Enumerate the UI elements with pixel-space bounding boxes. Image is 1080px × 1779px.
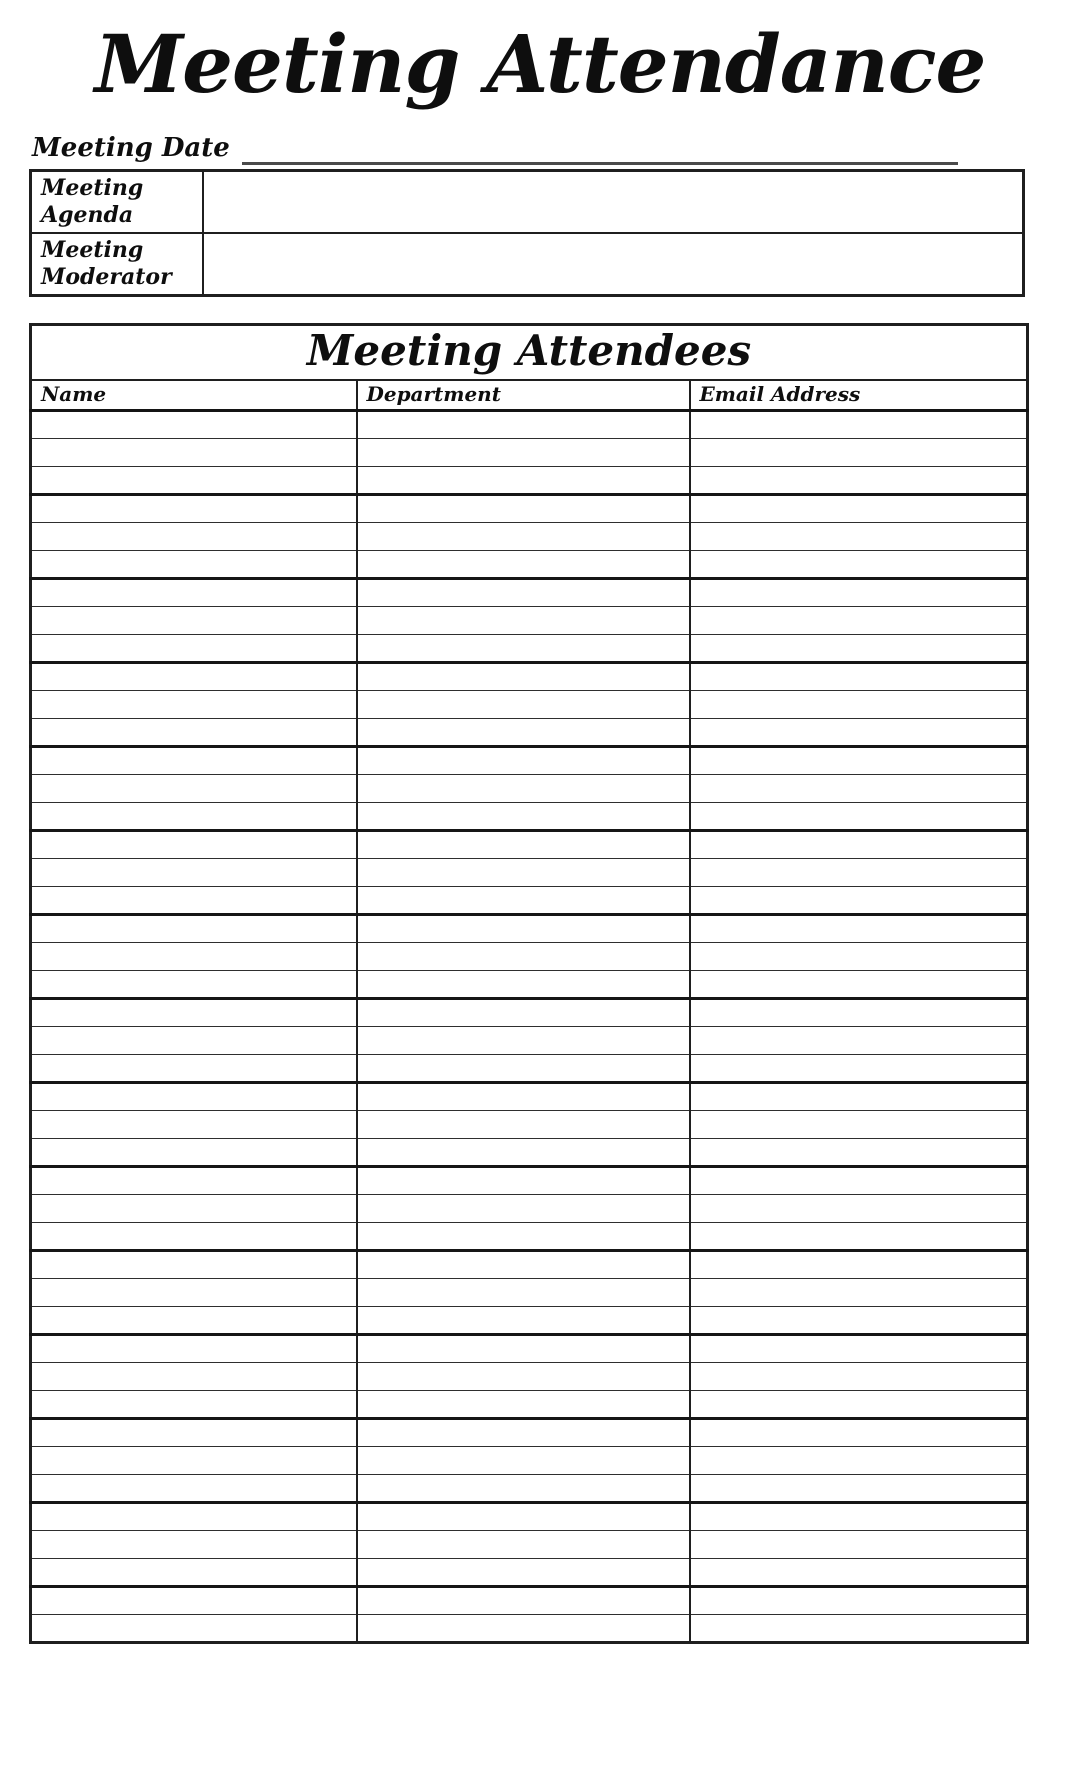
attendee-email-cell[interactable] — [690, 1250, 1028, 1278]
attendee-row — [31, 466, 1028, 494]
attendee-name-cell[interactable] — [31, 1334, 357, 1362]
attendee-name-cell[interactable] — [31, 1502, 357, 1530]
meeting-agenda-label: Meeting Agenda — [31, 171, 203, 234]
meeting-date-label: Meeting Date — [32, 133, 230, 163]
attendee-name-cell[interactable] — [31, 1586, 357, 1614]
attendee-name-cell[interactable] — [31, 1110, 357, 1138]
attendees-header-row — [31, 380, 1028, 410]
meeting-date-input[interactable] — [242, 139, 958, 165]
attendee-row — [31, 942, 1028, 970]
attendee-email-cell[interactable] — [690, 550, 1028, 578]
attendee-email-cell[interactable] — [690, 746, 1028, 774]
attendee-name-cell[interactable] — [31, 858, 357, 886]
attendee-name-cell[interactable] — [31, 970, 357, 998]
column-header-department: Department — [357, 380, 690, 410]
attendee-department-cell[interactable] — [357, 634, 690, 662]
attendee-department-cell[interactable] — [357, 1558, 690, 1586]
attendee-row — [31, 830, 1028, 858]
attendee-department-cell[interactable] — [357, 662, 690, 690]
attendee-email-cell[interactable] — [690, 942, 1028, 970]
attendee-row — [31, 578, 1028, 606]
attendee-name-cell[interactable] — [31, 1530, 357, 1558]
attendee-row — [31, 410, 1028, 438]
attendee-department-cell[interactable] — [357, 1474, 690, 1502]
attendee-name-cell[interactable] — [31, 690, 357, 718]
attendee-name-cell[interactable] — [31, 914, 357, 942]
attendee-name-cell[interactable] — [31, 1138, 357, 1166]
attendee-name-cell[interactable] — [31, 662, 357, 690]
attendee-row — [31, 886, 1028, 914]
attendee-department-cell[interactable] — [357, 914, 690, 942]
attendee-email-cell[interactable] — [690, 662, 1028, 690]
attendee-row — [31, 1390, 1028, 1418]
attendee-row — [31, 606, 1028, 634]
attendee-name-cell[interactable] — [31, 746, 357, 774]
attendee-row — [31, 1530, 1028, 1558]
attendee-email-cell[interactable] — [690, 1362, 1028, 1390]
attendee-row — [31, 998, 1028, 1026]
attendee-email-cell[interactable] — [690, 1138, 1028, 1166]
attendee-row — [31, 494, 1028, 522]
attendee-name-cell[interactable] — [31, 634, 357, 662]
attendee-name-cell[interactable] — [31, 578, 357, 606]
attendee-row — [31, 1110, 1028, 1138]
attendee-department-cell[interactable] — [357, 830, 690, 858]
attendee-email-cell[interactable] — [690, 1502, 1028, 1530]
meeting-moderator-label: Meeting Moderator — [31, 233, 203, 296]
attendee-email-cell[interactable] — [690, 970, 1028, 998]
attendee-department-cell[interactable] — [357, 1138, 690, 1166]
attendee-department-cell[interactable] — [357, 1334, 690, 1362]
attendee-email-cell[interactable] — [690, 578, 1028, 606]
attendee-email-cell[interactable] — [690, 1334, 1028, 1362]
attendee-email-cell[interactable] — [690, 802, 1028, 830]
attendee-row — [31, 550, 1028, 578]
column-header-email: Email Address — [690, 380, 1028, 410]
attendee-name-cell[interactable] — [31, 1278, 357, 1306]
attendee-email-cell[interactable] — [690, 1054, 1028, 1082]
attendee-name-cell[interactable] — [31, 774, 357, 802]
attendee-email-cell[interactable] — [690, 1558, 1028, 1586]
attendee-row — [31, 718, 1028, 746]
attendee-name-cell[interactable] — [31, 1362, 357, 1390]
attendee-name-cell[interactable] — [31, 1166, 357, 1194]
attendee-row — [31, 1222, 1028, 1250]
attendee-department-cell[interactable] — [357, 942, 690, 970]
attendee-name-cell[interactable] — [31, 1194, 357, 1222]
attendee-department-cell[interactable] — [357, 1026, 690, 1054]
attendee-department-cell[interactable] — [357, 802, 690, 830]
attendee-email-cell[interactable] — [690, 1418, 1028, 1446]
attendee-email-cell[interactable] — [690, 1390, 1028, 1418]
attendee-email-cell[interactable] — [690, 914, 1028, 942]
attendee-department-cell[interactable] — [357, 438, 690, 466]
attendee-department-cell[interactable] — [357, 886, 690, 914]
attendee-row — [31, 1082, 1028, 1110]
attendee-name-cell[interactable] — [31, 1446, 357, 1474]
attendee-email-cell[interactable] — [690, 690, 1028, 718]
meeting-agenda-row — [31, 171, 1024, 234]
attendee-email-cell[interactable] — [690, 1586, 1028, 1614]
attendee-row — [31, 1138, 1028, 1166]
attendee-email-cell[interactable] — [690, 1026, 1028, 1054]
attendee-name-cell[interactable] — [31, 550, 357, 578]
attendee-name-cell[interactable] — [31, 1418, 357, 1446]
attendee-row — [31, 1306, 1028, 1334]
attendee-email-cell[interactable] — [690, 1194, 1028, 1222]
attendee-email-cell[interactable] — [690, 858, 1028, 886]
attendee-name-cell[interactable] — [31, 886, 357, 914]
attendee-email-cell[interactable] — [690, 1614, 1028, 1642]
attendee-email-cell[interactable] — [690, 438, 1028, 466]
attendee-department-cell[interactable] — [357, 1530, 690, 1558]
attendee-name-cell[interactable] — [31, 998, 357, 1026]
attendee-row — [31, 1586, 1028, 1614]
attendee-email-cell[interactable] — [690, 830, 1028, 858]
attendee-row — [31, 662, 1028, 690]
meeting-info-table — [29, 169, 1025, 297]
attendee-row — [31, 1166, 1028, 1194]
attendee-department-cell[interactable] — [357, 1306, 690, 1334]
attendee-name-cell[interactable] — [31, 1614, 357, 1642]
attendee-email-cell[interactable] — [690, 1446, 1028, 1474]
attendee-row — [31, 802, 1028, 830]
attendee-email-cell[interactable] — [690, 494, 1028, 522]
attendee-row — [31, 1614, 1028, 1642]
attendee-email-cell[interactable] — [690, 886, 1028, 914]
attendee-email-cell[interactable] — [690, 1222, 1028, 1250]
meeting-moderator-row — [31, 233, 1024, 296]
attendee-department-cell[interactable] — [357, 606, 690, 634]
attendee-row — [31, 522, 1028, 550]
attendee-email-cell[interactable] — [690, 634, 1028, 662]
attendee-department-cell[interactable] — [357, 746, 690, 774]
attendees-table — [29, 323, 1029, 1644]
attendee-row — [31, 914, 1028, 942]
attendee-name-cell[interactable] — [31, 830, 357, 858]
attendee-name-cell[interactable] — [31, 1054, 357, 1082]
attendee-department-cell[interactable] — [357, 410, 690, 438]
attendee-row — [31, 690, 1028, 718]
attendee-department-cell[interactable] — [357, 494, 690, 522]
attendee-email-cell[interactable] — [690, 1166, 1028, 1194]
attendee-department-cell[interactable] — [357, 578, 690, 606]
attendee-row — [31, 1026, 1028, 1054]
meeting-moderator-input[interactable] — [203, 233, 1024, 296]
attendee-name-cell[interactable] — [31, 718, 357, 746]
attendee-name-cell[interactable] — [31, 1082, 357, 1110]
page-title: Meeting Attendance — [94, 17, 986, 111]
attendee-row — [31, 1278, 1028, 1306]
attendee-department-cell[interactable] — [357, 1390, 690, 1418]
attendee-row — [31, 1362, 1028, 1390]
attendee-name-cell[interactable] — [31, 1026, 357, 1054]
attendee-email-cell[interactable] — [690, 1278, 1028, 1306]
attendee-row — [31, 438, 1028, 466]
attendee-name-cell[interactable] — [31, 522, 357, 550]
attendee-row — [31, 1054, 1028, 1082]
attendee-department-cell[interactable] — [357, 1250, 690, 1278]
attendee-email-cell[interactable] — [690, 1306, 1028, 1334]
attendee-email-cell[interactable] — [690, 522, 1028, 550]
attendee-row — [31, 1446, 1028, 1474]
attendee-name-cell[interactable] — [31, 1390, 357, 1418]
attendees-title-row — [31, 325, 1028, 381]
column-header-name: Name — [31, 380, 357, 410]
attendee-name-cell[interactable] — [31, 466, 357, 494]
attendee-name-cell[interactable] — [31, 802, 357, 830]
attendee-department-cell[interactable] — [357, 1502, 690, 1530]
attendee-department-cell[interactable] — [357, 858, 690, 886]
attendee-email-cell[interactable] — [690, 1530, 1028, 1558]
attendee-email-cell[interactable] — [690, 718, 1028, 746]
attendee-name-cell[interactable] — [31, 1306, 357, 1334]
attendee-department-cell[interactable] — [357, 970, 690, 998]
attendee-row — [31, 858, 1028, 886]
attendee-name-cell[interactable] — [31, 606, 357, 634]
attendee-name-cell[interactable] — [31, 410, 357, 438]
attendee-email-cell[interactable] — [690, 1474, 1028, 1502]
attendee-department-cell[interactable] — [357, 522, 690, 550]
attendee-row — [31, 1334, 1028, 1362]
attendee-department-cell[interactable] — [357, 1082, 690, 1110]
attendee-department-cell[interactable] — [357, 1222, 690, 1250]
attendee-department-cell[interactable] — [357, 690, 690, 718]
attendee-department-cell[interactable] — [357, 1418, 690, 1446]
attendee-department-cell[interactable] — [357, 466, 690, 494]
attendee-department-cell[interactable] — [357, 774, 690, 802]
attendee-department-cell[interactable] — [357, 1110, 690, 1138]
attendee-department-cell[interactable] — [357, 998, 690, 1026]
attendee-department-cell[interactable] — [357, 1614, 690, 1642]
attendee-name-cell[interactable] — [31, 1558, 357, 1586]
meeting-agenda-input[interactable] — [203, 171, 1024, 234]
attendee-department-cell[interactable] — [357, 550, 690, 578]
attendee-name-cell[interactable] — [31, 1222, 357, 1250]
attendee-row — [31, 1194, 1028, 1222]
attendee-name-cell[interactable] — [31, 1250, 357, 1278]
attendee-email-cell[interactable] — [690, 410, 1028, 438]
attendee-row — [31, 1502, 1028, 1530]
attendee-row — [31, 970, 1028, 998]
meeting-date-row — [32, 132, 958, 165]
attendee-email-cell[interactable] — [690, 606, 1028, 634]
attendees-title: Meeting Attendees — [31, 325, 1028, 381]
attendee-department-cell[interactable] — [357, 1446, 690, 1474]
attendee-row — [31, 746, 1028, 774]
attendee-department-cell[interactable] — [357, 1362, 690, 1390]
attendee-row — [31, 1558, 1028, 1586]
attendee-row — [31, 1418, 1028, 1446]
attendee-name-cell[interactable] — [31, 438, 357, 466]
attendee-row — [31, 1250, 1028, 1278]
attendee-name-cell[interactable] — [31, 942, 357, 970]
attendee-email-cell[interactable] — [690, 774, 1028, 802]
attendee-row — [31, 1474, 1028, 1502]
attendee-email-cell[interactable] — [690, 998, 1028, 1026]
attendee-department-cell[interactable] — [357, 1194, 690, 1222]
attendee-department-cell[interactable] — [357, 718, 690, 746]
attendee-department-cell[interactable] — [357, 1166, 690, 1194]
attendee-department-cell[interactable] — [357, 1586, 690, 1614]
attendee-name-cell[interactable] — [31, 1474, 357, 1502]
attendee-department-cell[interactable] — [357, 1054, 690, 1082]
attendee-email-cell[interactable] — [690, 1082, 1028, 1110]
attendee-row — [31, 774, 1028, 802]
attendee-name-cell[interactable] — [31, 494, 357, 522]
attendee-email-cell[interactable] — [690, 1110, 1028, 1138]
attendee-department-cell[interactable] — [357, 1278, 690, 1306]
attendee-row — [31, 634, 1028, 662]
attendees-body — [31, 410, 1028, 1642]
attendee-email-cell[interactable] — [690, 466, 1028, 494]
